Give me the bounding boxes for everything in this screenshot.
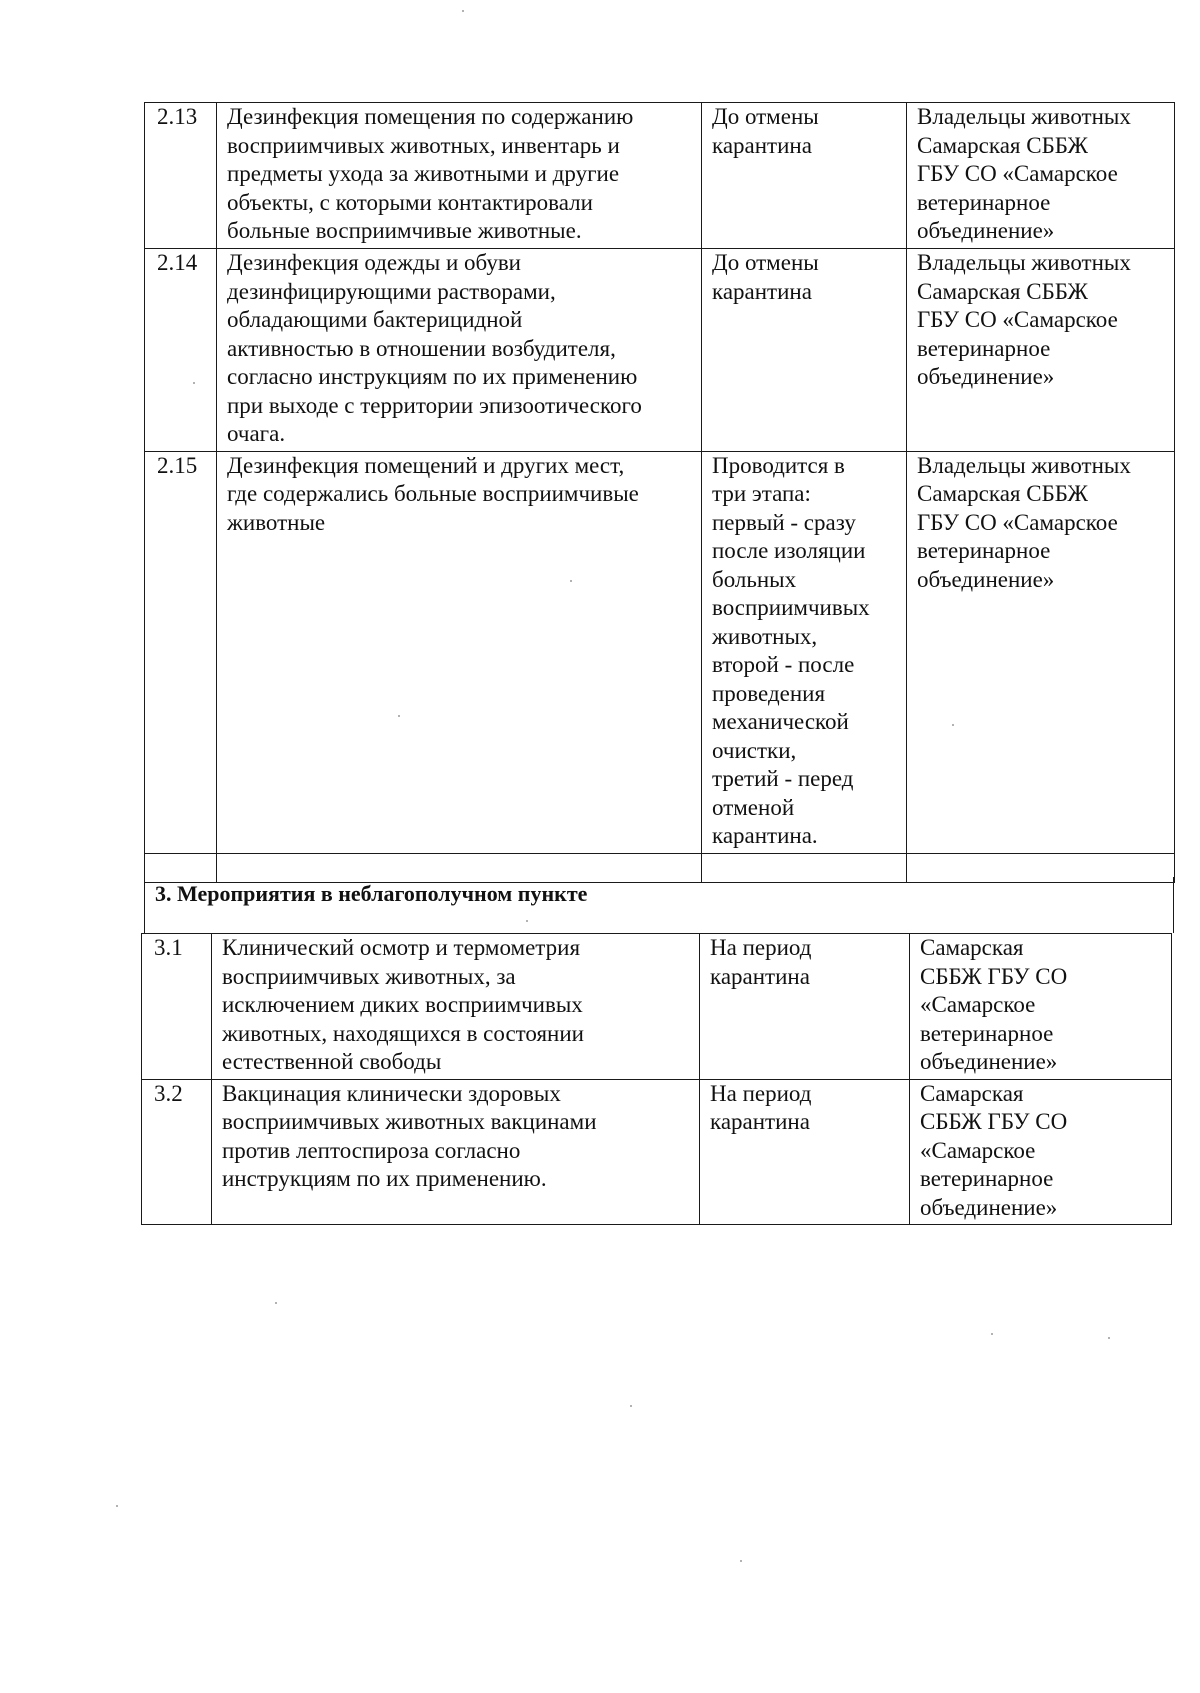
responsible-cell: Владельцы животных Самарская СББЖ ГБУ СО «Самарское ветеринарное объединение» (907, 103, 1175, 249)
table-row (145, 249, 1175, 452)
measures-table-bottom (141, 933, 1172, 1225)
term-cell: До отмены карантина (702, 103, 907, 249)
responsible-cell: Владельцы животных Самарская СББЖ ГБУ СО «Самарское ветеринарное объединение» (907, 249, 1175, 452)
table-row (145, 451, 1175, 853)
term-cell: Проводится в три этапа: первый - сразу после изоляции больных восприимчивых животных, второй - после проведения механической очистки, третий - перед отменой карантина. (702, 451, 907, 853)
table-row (145, 103, 1175, 249)
scan-speck (630, 1405, 632, 1407)
scan-speck (275, 1302, 277, 1304)
scan-speck (116, 1505, 118, 1507)
row-number: 2.14 (145, 249, 217, 452)
responsible-cell: Владельцы животных Самарская СББЖ ГБУ СО «Самарское ветеринарное объединение» (907, 451, 1175, 853)
measure-cell: Дезинфекция помещения по содержанию восприимчивых животных, инвентарь и предметы ухода за животными и другие объекты, с которыми контактировали больные восприимчивые животные. (217, 103, 702, 249)
responsible-cell: Самарская СББЖ ГБУ СО «Самарское ветеринарное объединение» (910, 934, 1172, 1080)
measure-cell: Клинический осмотр и термометрия восприимчивых животных, за исключением диких восприимчивых животных, находящихся в состоянии естественной свободы (212, 934, 700, 1080)
scan-speck (398, 715, 400, 717)
table-row (142, 934, 1172, 1080)
row-number: 2.13 (145, 103, 217, 249)
scan-speck (991, 1333, 993, 1335)
row-number: 2.15 (145, 451, 217, 853)
scan-speck (1108, 1337, 1110, 1339)
section-title: 3. Мероприятия в неблагополучном пункте (155, 881, 588, 906)
responsible-cell: Самарская СББЖ ГБУ СО «Самарское ветеринарное объединение» (910, 1079, 1172, 1225)
term-cell: На период карантина (700, 1079, 910, 1225)
row-number: 3.1 (142, 934, 212, 1080)
scan-speck (952, 724, 954, 726)
term-cell: На период карантина (700, 934, 910, 1080)
scan-speck (526, 920, 528, 922)
table-row (142, 1079, 1172, 1225)
scan-speck (740, 1560, 742, 1562)
scan-speck (462, 10, 464, 12)
measure-cell: Вакцинация клинически здоровых восприимчивых животных вакцинами против лептоспироза согласно инструкциям по их применению. (212, 1079, 700, 1225)
term-cell: До отмены карантина (702, 249, 907, 452)
scan-speck (570, 580, 572, 582)
scan-speck (193, 382, 195, 384)
measure-cell: Дезинфекция помещений и других мест, где содержались больные восприимчивые животные (217, 451, 702, 853)
row-number: 3.2 (142, 1079, 212, 1225)
measure-cell: Дезинфекция одежды и обуви дезинфицирующими растворами, обладающими бактерицидной активностью в отношении возбудителя, согласно инструкциям по их применению при выходе с территории эпизоотического очага. (217, 249, 702, 452)
section-header (144, 877, 1174, 933)
measures-table-top (144, 102, 1175, 883)
